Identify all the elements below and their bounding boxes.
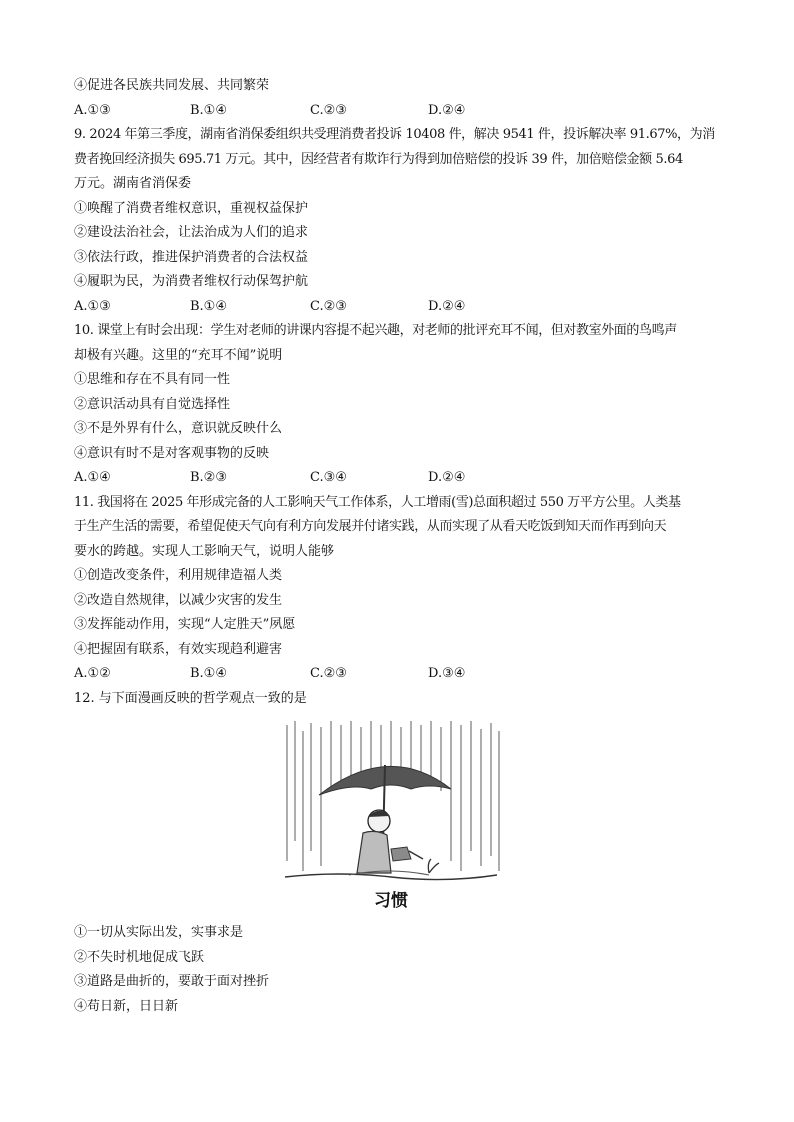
q10-options xyxy=(74,466,734,491)
q11-options xyxy=(74,662,734,687)
q9-item-1: ①唤醒了消费者维权意识，重视权益保护 xyxy=(74,200,309,216)
q9-stem-line-2: 费者挽回经济损失 695.71 万元。其中，因经营者有欺诈行为得到加倍赔偿的投诉 39 件，加倍赔偿金额 5.64 xyxy=(74,151,683,167)
q9-option-d: D.②④ xyxy=(428,298,466,314)
q9-options xyxy=(74,295,734,320)
q11-stem-line-1: 11. 我国将在 2025 年形成完备的人工影响天气工作体系，人工增雨(雪)总面积超过 550 万平方公里。人类基 xyxy=(74,494,681,510)
q12-item-2: ②不失时机地促成飞跃 xyxy=(74,949,205,965)
q10-option-b: B.②③ xyxy=(190,470,227,485)
q9-item-3: ③依法行政，推进保护消费者的合法权益 xyxy=(74,249,309,265)
q11-item-3: ③发挥能动作用，实现“人定胜天”夙愿 xyxy=(74,617,296,632)
cartoon-image xyxy=(279,721,503,889)
q8-option-a: A.①③ xyxy=(74,102,111,118)
q11-stem-line-3: 要水的跨越。实现人工影响天气，说明人能够 xyxy=(74,543,335,559)
q9-option-b: B.①④ xyxy=(190,298,227,314)
q8-option-b: B.①④ xyxy=(190,102,227,118)
q10-item-4: ④意识有时不是对客观事物的反映 xyxy=(74,445,270,461)
q9-option-c: C.②③ xyxy=(310,298,347,314)
q11-option-b: B.①④ xyxy=(190,666,227,681)
q10-item-1: ①思维和存在不具有同一性 xyxy=(74,372,231,387)
q9-option-a: A.①③ xyxy=(74,298,111,314)
q9-stem-line-3: 万元。湖南省消保委 xyxy=(74,176,192,191)
q9-item-4: ④履职为民，为消费者维权行动保驾护航 xyxy=(74,274,309,289)
q10-item-3: ③不是外界有什么，意识就反映什么 xyxy=(74,421,283,436)
q11-stem-line-2: 于生产生活的需要，希望促使天气向有利方向发展并付诸实践，从而实现了从看天吃饭到知天而作再到向天 xyxy=(74,519,667,534)
q8-option-d: D.②④ xyxy=(428,102,466,118)
q12-item-1: ①一切从实际出发，实事求是 xyxy=(74,925,244,940)
cartoon-caption: 习惯 xyxy=(374,891,408,911)
q9-item-2: ②建设法治社会，让法治成为人们的追求 xyxy=(74,225,309,240)
exam-page xyxy=(74,74,734,1019)
q10-stem-line-1: 10. 课堂上有时会出现：学生对老师的讲课内容提不起兴趣，对老师的批评充耳不闻，但对教室外面的鸟鸣声 xyxy=(74,323,677,338)
q8-item-4: ④促进各民族共同发展、共同繁荣 xyxy=(74,78,270,93)
q8-options xyxy=(74,99,734,124)
q11-item-1: ①创造改变条件，利用规律造福人类 xyxy=(74,568,283,583)
cartoon-illustration xyxy=(279,721,503,889)
q11-item-2: ②改造自然规律，以减少灾害的发生 xyxy=(74,592,283,608)
q12-stem: 12. 与下面漫画反映的哲学观点一致的是 xyxy=(74,690,307,706)
q12-item-3: ③道路是曲折的，要敢于面对挫折 xyxy=(74,974,270,989)
q10-option-d: D.②④ xyxy=(428,470,466,485)
q12-item-4: ④苟日新，日日新 xyxy=(74,998,179,1014)
q11-item-4: ④把握固有联系，有效实现趋利避害 xyxy=(74,641,283,657)
q11-option-a: A.①② xyxy=(74,666,111,681)
q10-option-c: C.③④ xyxy=(310,470,347,485)
q8-option-c: C.②③ xyxy=(310,102,347,118)
q10-stem-line-2: 却极有兴趣。这里的“充耳不闻”说明 xyxy=(74,347,283,363)
q10-option-a: A.①④ xyxy=(74,470,111,485)
q11-option-c: C.②③ xyxy=(310,666,347,681)
q10-item-2: ②意识活动具有自觉选择性 xyxy=(74,396,231,412)
q9-stem-line-1: 9. 2024 年第三季度，湖南省消保委组织共受理消费者投诉 10408 件，解决 9541 件，投诉解决率 91.67%，为消 xyxy=(74,127,715,142)
q11-option-d: D.③④ xyxy=(428,666,466,681)
